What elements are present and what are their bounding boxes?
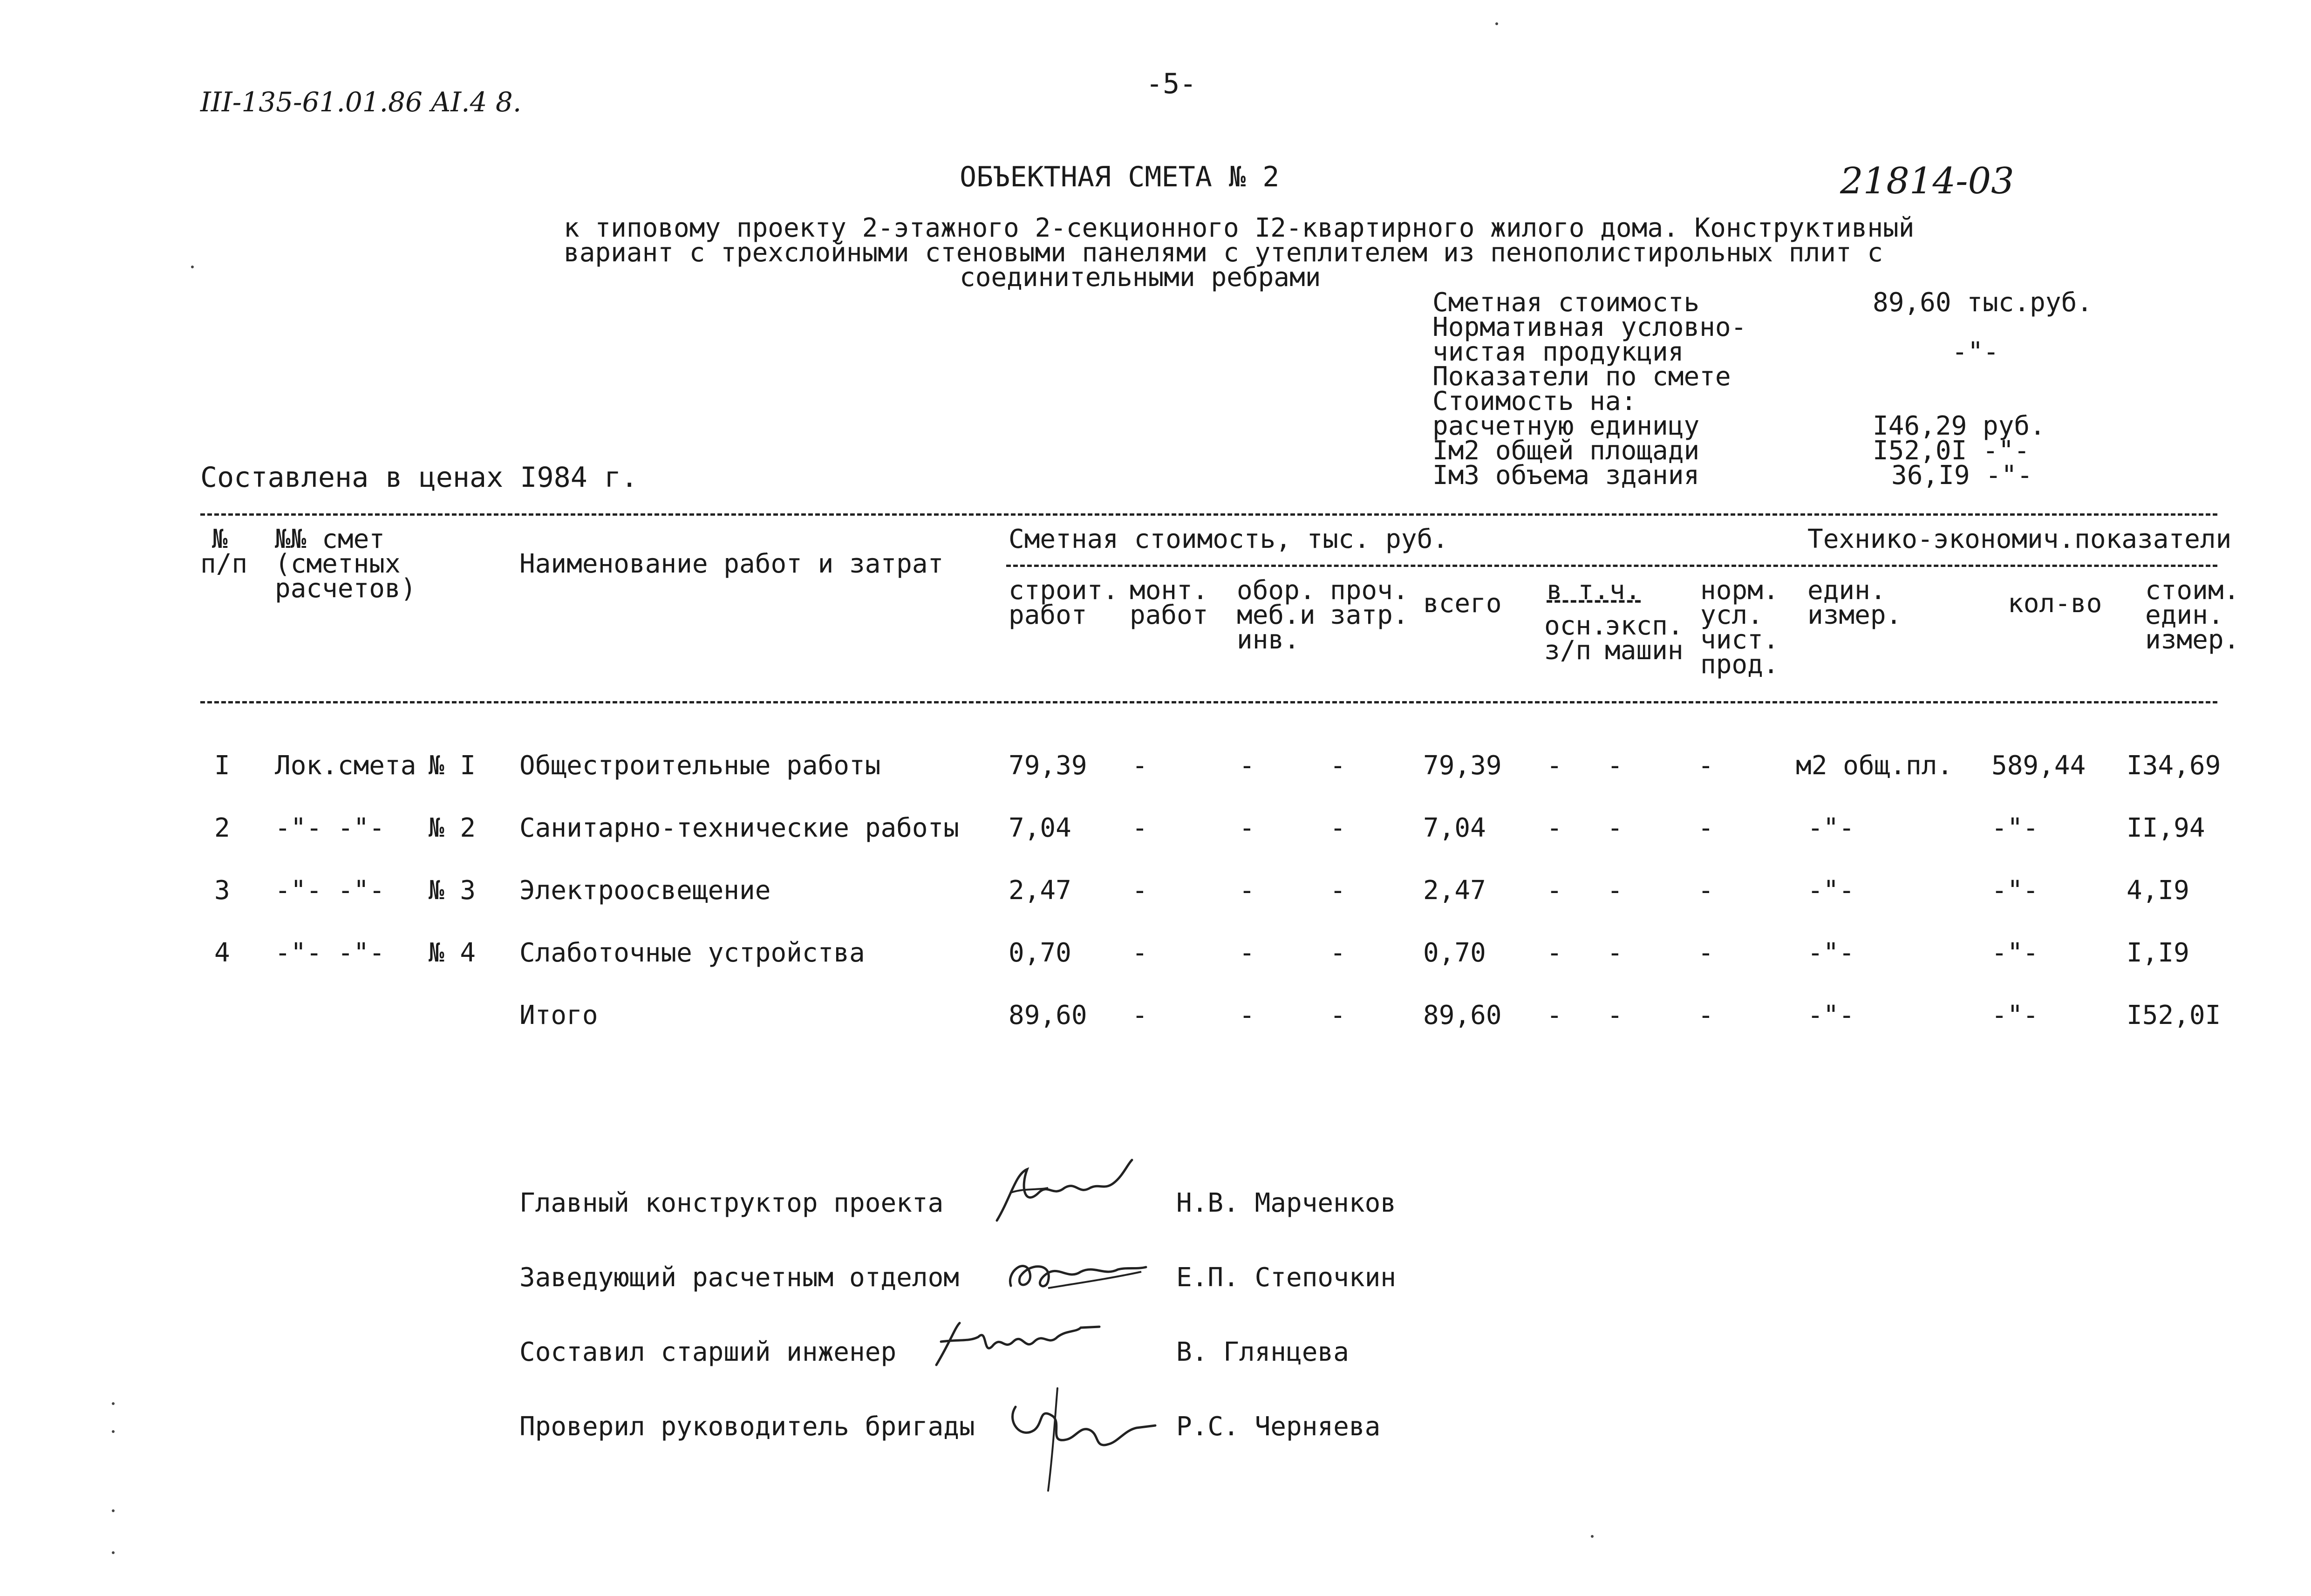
cell-estimate-no: № 2 <box>429 813 476 843</box>
cell-mount: - <box>1132 938 1148 968</box>
handwritten-signature <box>1002 1379 1160 1495</box>
cell-other: - <box>1330 1000 1346 1030</box>
cell-qty: -"- <box>1991 938 2039 968</box>
cell-estimate-no: № 4 <box>429 938 476 968</box>
header-other-2: затр. <box>1330 600 1409 630</box>
cell-unit: -"- <box>1807 875 1855 906</box>
subtitle-line-2: вариант с трехслойными стеновыми панелями с утеплителем из пенополистирольных плит с <box>564 238 1883 268</box>
cell-mach: - <box>1607 1000 1623 1030</box>
scan-speck <box>1495 22 1498 25</box>
header-total: всего <box>1423 588 1502 619</box>
summary-cost-label: Сметная стоимость <box>1432 287 1700 318</box>
header-name: Наименование работ и затрат <box>519 549 944 579</box>
header-unit-2: измер. <box>1807 600 1902 630</box>
summary-cost-value: 89,60 тыс.руб. <box>1873 287 2093 318</box>
signature-role: Главный конструктор проекта <box>519 1188 944 1218</box>
header-mount-2: работ <box>1130 600 1208 630</box>
signature-name: Н.В. Марченков <box>1176 1188 1397 1218</box>
header-norm-3: чист. <box>1700 625 1779 655</box>
header-equip-1: обор. <box>1237 575 1316 606</box>
cell-norm: - <box>1698 813 1714 843</box>
cell-total: 0,70 <box>1423 938 1486 968</box>
header-tech-group: Технико-экономич.показатели <box>1807 524 2232 554</box>
cell-wage: - <box>1547 938 1562 968</box>
cell-total: 79,39 <box>1423 750 1502 781</box>
cell-norm: - <box>1698 1000 1714 1030</box>
header-ucost-3: измер. <box>2145 625 2240 655</box>
cell-norm: - <box>1698 938 1714 968</box>
cell-estimate: -"- -"- <box>275 875 385 906</box>
cell-unit: -"- <box>1807 813 1855 843</box>
cell-norm: - <box>1698 750 1714 781</box>
cell-wage: - <box>1547 813 1562 843</box>
cell-mach: - <box>1607 938 1623 968</box>
header-mach-1: эксп. <box>1605 611 1684 641</box>
cell-estimate: -"- -"- <box>275 938 385 968</box>
header-mount-1: монт. <box>1130 575 1208 606</box>
header-norm-1: норм. <box>1700 575 1779 606</box>
header-norm-4: прод. <box>1700 649 1779 680</box>
header-equip-2: меб.и <box>1237 600 1316 630</box>
cell-total: 89,60 <box>1423 1000 1502 1030</box>
cell-build: 79,39 <box>1009 750 1087 781</box>
signature-role: Составил старший инженер <box>519 1337 897 1367</box>
cell-qty: -"- <box>1991 1000 2039 1030</box>
cell-mount: - <box>1132 1000 1148 1030</box>
cell-unit: м2 общ.пл. <box>1796 750 1953 781</box>
cell-qty: -"- <box>1991 875 2039 906</box>
scan-speck <box>1591 1535 1594 1538</box>
header-norm-2: усл. <box>1700 600 1763 630</box>
scan-speck <box>112 1402 115 1405</box>
header-other-1: проч. <box>1330 575 1409 606</box>
cell-other: - <box>1330 875 1346 906</box>
signature-role: Проверил руководитель бригады <box>519 1412 975 1442</box>
header-est-2: (сметных <box>275 549 401 579</box>
cell-other: - <box>1330 813 1346 843</box>
cell-name: Слаботочные устройства <box>519 938 865 968</box>
cell-qty: 589,44 <box>1991 750 2086 781</box>
cell-unit-cost: II,94 <box>2127 813 2205 843</box>
scan-speck <box>112 1509 115 1512</box>
cell-equip: - <box>1239 1000 1255 1030</box>
cell-equip: - <box>1239 875 1255 906</box>
header-qty: кол-во <box>2008 588 2102 619</box>
cell-num: I <box>214 750 230 781</box>
cell-build: 2,47 <box>1009 875 1071 906</box>
cell-build: 7,04 <box>1009 813 1071 843</box>
cell-total: 2,47 <box>1423 875 1486 906</box>
cell-mach: - <box>1607 875 1623 906</box>
header-ucost-2: един. <box>2145 600 2224 630</box>
cell-equip: - <box>1239 750 1255 781</box>
scan-speck <box>112 1551 115 1554</box>
header-unit-1: един. <box>1807 575 1886 606</box>
signature-name: Р.С. Черняева <box>1176 1412 1381 1442</box>
summary-unit-label: расчетную единицу <box>1432 411 1700 441</box>
summary-cost-on-label: Стоимость на: <box>1432 386 1637 416</box>
summary-unit-value: I46,29 руб. <box>1873 411 2045 441</box>
summary-indicators-label: Показатели по смете <box>1432 361 1731 392</box>
cell-unit-cost: I,I9 <box>2127 938 2189 968</box>
cell-unit-cost: I52,0I <box>2127 1000 2221 1030</box>
subtitle-line-1: к типовому проекту 2-этажного 2-секционного I2-квартирного жилого дома. Конструктивный <box>564 213 1915 243</box>
cell-unit-cost: 4,I9 <box>2127 875 2189 906</box>
cell-qty: -"- <box>1991 813 2039 843</box>
prices-note: Составлена в ценах I984 г. <box>200 461 638 494</box>
scan-speck <box>112 1430 115 1433</box>
handwritten-signature <box>983 1155 1151 1235</box>
cell-mount: - <box>1132 813 1148 843</box>
subtitle-line-3: соединительными ребрами <box>960 262 1321 293</box>
header-bottom-rule <box>200 701 2217 703</box>
cell-estimate: Лок.смета <box>275 750 416 781</box>
scan-speck <box>191 266 194 268</box>
cell-num: 3 <box>214 875 230 906</box>
header-wage-1: осн. <box>1544 611 1607 641</box>
cell-other: - <box>1330 750 1346 781</box>
cell-num: 4 <box>214 938 230 968</box>
cell-name: Итого <box>519 1000 598 1030</box>
header-cost-group: Сметная стоимость, тыс. руб. <box>1009 524 1449 554</box>
cell-estimate-no: № 3 <box>429 875 476 906</box>
cell-num: 2 <box>214 813 230 843</box>
table-top-rule <box>200 513 2217 516</box>
cell-unit: -"- <box>1807 1000 1855 1030</box>
summary-area-value: I52,0I -"- <box>1873 436 2030 466</box>
header-wage-2: з/п <box>1544 635 1592 666</box>
cell-equip: - <box>1239 938 1255 968</box>
cell-name: Общестроительные работы <box>519 750 881 781</box>
summary-normative-label-2: чистая продукция <box>1432 337 1684 367</box>
header-ucost-1: стоим. <box>2145 575 2240 606</box>
cell-total: 7,04 <box>1423 813 1486 843</box>
cell-mount: - <box>1132 875 1148 906</box>
header-est-3: расчетов) <box>275 573 416 604</box>
header-equip-3: инв. <box>1237 625 1300 655</box>
header-build-1: строит. <box>1009 575 1119 606</box>
summary-volume-value: 36,I9 -"- <box>1891 460 2033 491</box>
cell-norm: - <box>1698 875 1714 906</box>
cell-equip: - <box>1239 813 1255 843</box>
summary-area-label: Iм2 общей площади <box>1432 436 1700 466</box>
summary-volume-label: Iм3 объема здания <box>1432 460 1700 491</box>
inventory-number: 21814-03 <box>1840 160 2014 202</box>
header-incl: в т.ч. <box>1547 575 1641 606</box>
cell-wage: - <box>1547 750 1562 781</box>
document-code: III-135-61.01.86 AI.4 8. <box>200 86 522 118</box>
handwritten-signature <box>1002 1244 1151 1300</box>
header-est-1: №№ смет <box>275 524 385 554</box>
summary-normative-value: -"- <box>1952 337 1999 367</box>
cell-unit: -"- <box>1807 938 1855 968</box>
header-build-2: работ <box>1009 600 1087 630</box>
header-mach-2: машин <box>1605 635 1684 666</box>
header-num-1: № <box>212 524 228 554</box>
summary-normative-label-1: Нормативная условно- <box>1432 312 1747 342</box>
cell-mach: - <box>1607 750 1623 781</box>
cell-mount: - <box>1132 750 1148 781</box>
cell-name: Электроосвещение <box>519 875 771 906</box>
cell-wage: - <box>1547 1000 1562 1030</box>
document-title: ОБЪЕКТНАЯ СМЕТА № 2 <box>960 161 1280 193</box>
cell-estimate: -"- -"- <box>275 813 385 843</box>
cell-mach: - <box>1607 813 1623 843</box>
cell-build: 0,70 <box>1009 938 1071 968</box>
signature-role: Заведующий расчетным отделом <box>519 1262 960 1293</box>
signature-name: В. Глянцева <box>1176 1337 1349 1367</box>
cell-estimate-no: № I <box>429 750 476 781</box>
page-number: -5- <box>1146 68 1197 100</box>
handwritten-signature <box>922 1314 1109 1374</box>
signature-name: Е.П. Степочкин <box>1176 1262 1397 1293</box>
header-num-2: п/п <box>200 549 248 579</box>
cell-other: - <box>1330 938 1346 968</box>
cell-wage: - <box>1547 875 1562 906</box>
cost-group-rule <box>1006 565 2217 567</box>
cell-unit-cost: I34,69 <box>2127 750 2221 781</box>
cell-name: Санитарно-технические работы <box>519 813 960 843</box>
cell-build: 89,60 <box>1009 1000 1087 1030</box>
